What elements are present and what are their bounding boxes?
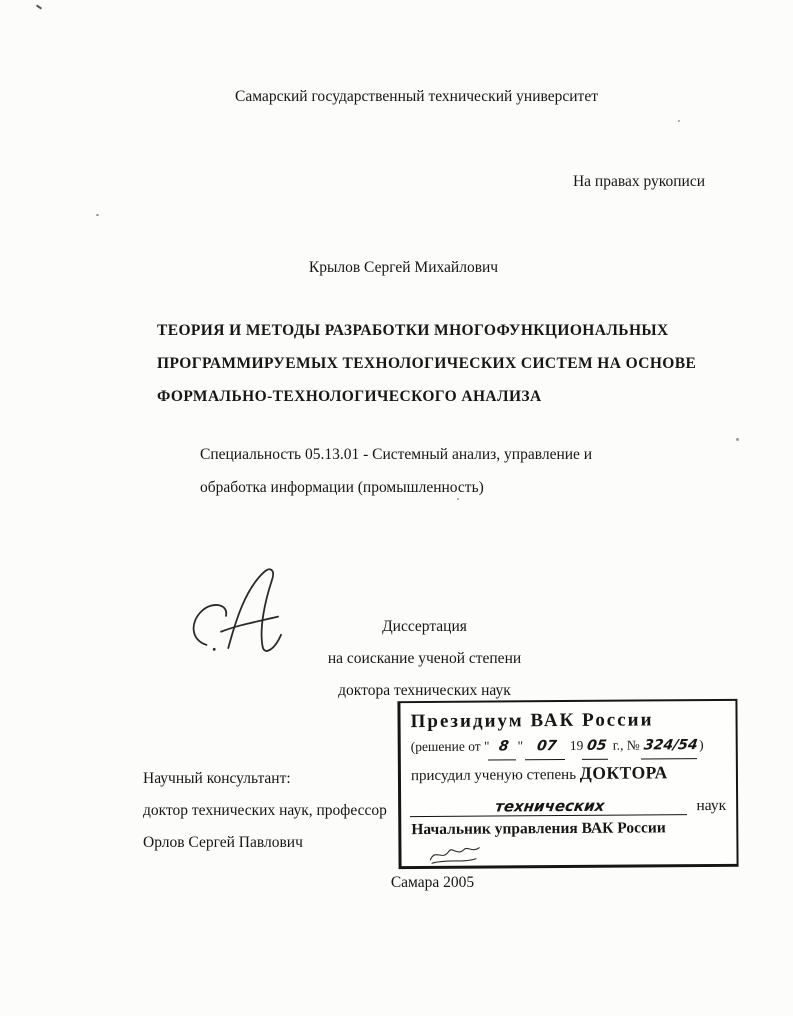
field-label: наук [696,796,727,815]
title-line-3: ФОРМАЛЬНО-ТЕХНОЛОГИЧЕСКОГО АНАЛИЗА [157,388,542,405]
stamp-chief-line: Начальник управления ВАК России [411,819,666,839]
decision-day-handwritten: 8 [488,733,520,760]
scan-speckle [457,498,459,500]
decision-month-handwritten: 07 [525,733,569,760]
dissertation-line-3: доктора технических наук [338,682,511,699]
specialty-line-1: Специальность 05.13.01 - Системный анализ, управление и [200,446,593,463]
awarded-degree: ДОКТОРА [579,762,668,783]
stamp-field-line [411,787,726,817]
decision-quote: " [517,738,524,754]
scan-speckle [96,214,99,216]
dissertation-heading [56,611,793,707]
consultant-name: Орлов Сергей Павлович [143,834,303,851]
city-year: Самара 2005 [390,874,475,891]
author-name: Крылов Сергей Михайлович [308,259,499,276]
consultant-degree: доктор технических наук, профессор [143,802,387,819]
vak-stamp [397,699,738,869]
scan-speckle [36,4,42,9]
specialty-line-2: обработка информации (промышленность) [200,479,484,496]
scan-speckle [678,120,680,122]
decision-number-label: г., № [612,737,640,753]
decision-year-prefix: 19 [569,737,584,753]
dissertation-title [157,314,702,413]
awarded-prefix: присудил ученую степень [410,766,577,785]
consultant-block [143,763,387,859]
decision-prefix: (решение от " [410,738,490,755]
decision-year-handwritten: 05 [582,733,612,760]
dissertation-line-2: на соискание ученой степени [327,650,522,667]
stamp-awarded-line [411,759,726,789]
specialty-block [200,438,655,504]
university-name: Самарский государственный технический университет [235,88,598,105]
decision-suffix: ) [699,737,704,753]
field-handwritten: технических [410,796,690,817]
title-line-2: ПРОГРАММИРУЕМЫХ ТЕХНОЛОГИЧЕСКИХ СИСТЕМ НА ОСНОВЕ [157,355,697,372]
stamp-decision-line [411,732,726,761]
title-line-1: ТЕОРИЯ И МЕТОДЫ РАЗРАБОТКИ МНОГОФУНКЦИОНАЛЬНЫХ [157,322,669,339]
stamp-title: Президиум ВАК России [410,709,654,733]
decision-number-handwritten: 324/54 [641,732,701,759]
scan-speckle [736,438,739,441]
chief-signature [421,843,491,865]
manuscript-rights-note: На правах рукописи [572,173,705,190]
dissertation-line-1: Диссертация [382,618,467,635]
consultant-label: Научный консультант: [143,770,291,787]
